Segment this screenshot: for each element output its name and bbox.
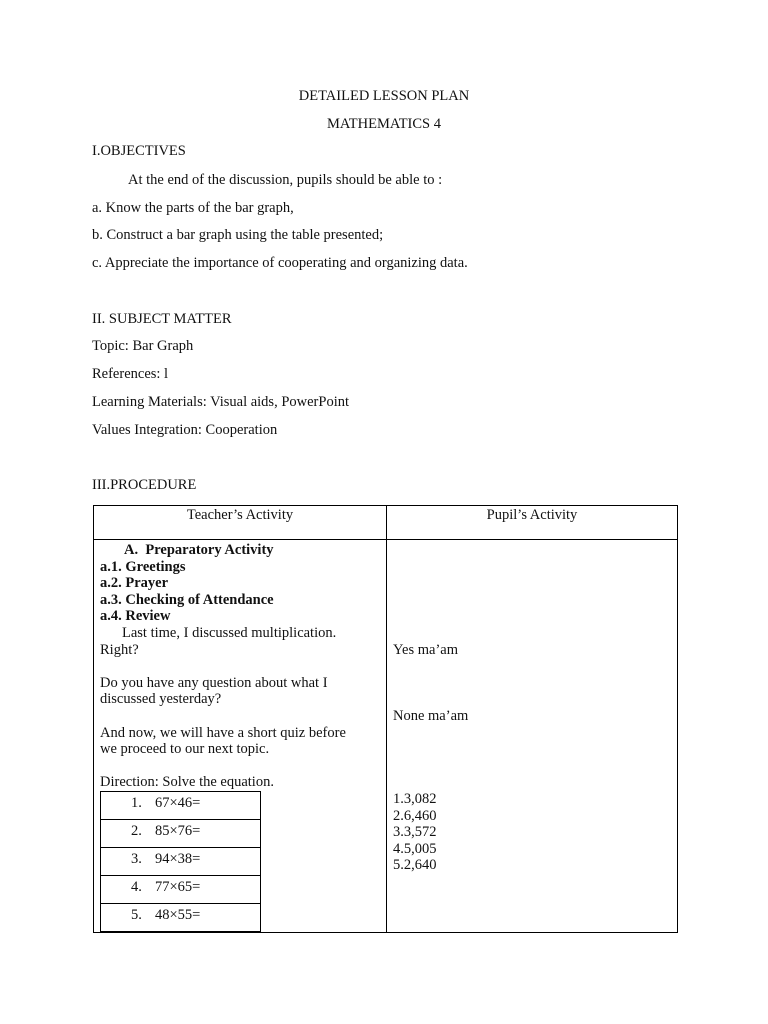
quiz-intro-line-2: we proceed to our next topic. — [100, 741, 270, 758]
procedure-heading: III.PROCEDURE — [92, 477, 197, 493]
quiz-row: 3. 94×38= — [101, 848, 260, 876]
quiz-row: 1. 67×46= — [101, 792, 260, 820]
quiz-equation: 94×38= — [155, 851, 201, 867]
pupil-answer-4: 4.5,005 — [393, 840, 437, 857]
quiz-direction: Direction: Solve the equation. — [100, 774, 274, 791]
subject-matter-references: References: l — [92, 366, 169, 382]
column-divider — [386, 506, 387, 932]
subject-matter-values: Values Integration: Cooperation — [92, 422, 278, 438]
pupil-answer-3: 3.3,572 — [393, 824, 437, 841]
step-attendance: a.3. Checking of Attendance — [100, 591, 274, 608]
quiz-equation: 48×55= — [155, 907, 201, 923]
quiz-row: 2. 85×76= — [101, 820, 260, 848]
pupil-column-header: Pupil’s Activity — [486, 507, 578, 523]
quiz-equation: 67×46= — [155, 795, 201, 811]
step-greetings: a.1. Greetings — [100, 558, 186, 575]
objective-item-b: b. Construct a bar graph using the table presented; — [92, 227, 384, 243]
quiz-row: 4. 77×65= — [101, 876, 260, 904]
quiz-equation: 77×65= — [155, 879, 201, 895]
preparatory-activity-heading: A. Preparatory Activity — [124, 542, 274, 558]
quiz-intro-line-1: And now, we will have a short quiz before — [100, 724, 346, 741]
objective-item-a: a. Know the parts of the bar graph, — [92, 200, 294, 216]
pupil-answer-1: 1.3,082 — [393, 790, 437, 807]
subject-matter-materials: Learning Materials: Visual aids, PowerPoint — [92, 394, 349, 410]
document-subject: MATHEMATICS 4 — [327, 116, 441, 132]
document-title: DETAILED LESSON PLAN — [298, 88, 470, 104]
objectives-intro: At the end of the discussion, pupils should be able to : — [128, 172, 443, 188]
review-text-line-1: Last time, I discussed multiplication. — [122, 624, 337, 641]
pupil-reply-none: None ma’am — [393, 707, 469, 724]
pupil-activity-cell — [393, 542, 673, 874]
subject-matter-topic: Topic: Bar Graph — [92, 338, 194, 354]
step-review: a.4. Review — [100, 608, 171, 625]
objective-item-c: c. Appreciate the importance of cooperating and organizing data. — [92, 255, 468, 271]
quiz-row: 5. 48×55= — [131, 907, 201, 923]
quiz-table — [100, 791, 261, 932]
objectives-heading: I.OBJECTIVES — [92, 143, 186, 159]
step-prayer: a.2. Prayer — [100, 575, 169, 592]
review-text-line-2: Right? — [100, 641, 139, 658]
pupil-answer-2: 2.6,460 — [393, 807, 437, 824]
teacher-column-header: Teacher’s Activity — [186, 507, 294, 523]
quiz-equation: 85×76= — [155, 823, 201, 839]
pupil-answer-5: 5.2,640 — [393, 857, 437, 874]
question-text-line-1: Do you have any question about what I — [100, 674, 328, 691]
question-text-line-2: discussed yesterday? — [100, 691, 222, 708]
teacher-activity-cell — [100, 542, 380, 791]
subject-matter-heading: II. SUBJECT MATTER — [92, 311, 232, 327]
pupil-reply-yes: Yes ma’am — [393, 641, 458, 658]
